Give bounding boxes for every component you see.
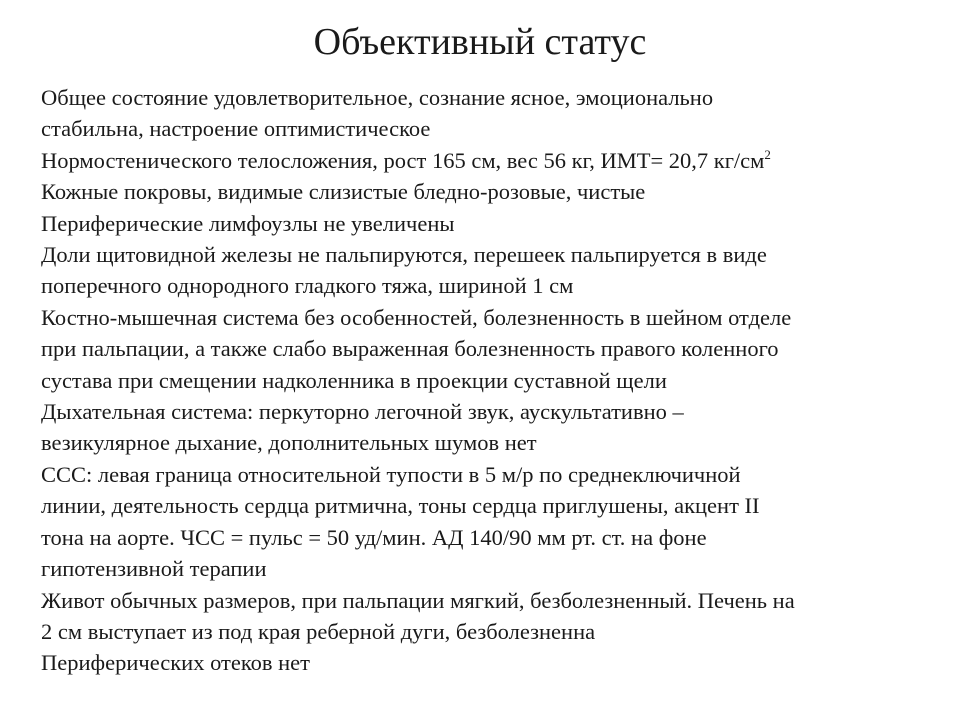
text-line: Периферических отеков нет (41, 650, 311, 676)
text-line: ССС: левая граница относительной тупости в 5 м/р по среднеключичной (41, 461, 741, 487)
text-line: поперечного однородного гладкого тяжа, шириной 1 см (41, 273, 574, 299)
bmi-text: Нормостенического телосложения, рост 165 см, вес 56 кг, ИМТ= 20,7 кг/см (41, 147, 765, 173)
slide-title: Объективный статус (313, 21, 647, 63)
text-line: при пальпации, а также слабо выраженная болезненность правого коленного (41, 336, 779, 362)
text-line: гипотензивной терапии (41, 556, 267, 582)
text-line: Доли щитовидной железы не пальпируются, перешеек пальпируется в виде (41, 242, 767, 268)
text-line: Кожные покровы, видимые слизистые бледно-розовые, чистые (41, 179, 646, 205)
text-line: стабильна, настроение оптимистическое (41, 116, 431, 142)
text-line: Дыхательная система: перкуторно легочной звук, аускультативно – (41, 399, 684, 425)
unit-superscript: 2 (764, 146, 771, 162)
text-line: тона на аорте. ЧСС = пульс = 50 уд/мин. АД 140/90 мм рт. ст. на фоне (41, 524, 707, 550)
text-line: Периферические лимфоузлы не увеличены (41, 210, 455, 236)
text-line: Общее состояние удовлетворительное, сознание ясное, эмоционально (41, 85, 714, 110)
text-line: 2 см выступает из под края реберной дуги, безболезненна (41, 618, 596, 644)
text-line: Костно-мышечная система без особенностей, болезненность в шейном отделе (41, 304, 792, 330)
text-line: Живот обычных размеров, при пальпации мягкий, безболезненный. Печень на (41, 587, 795, 613)
text-line: везикулярное дыхание, дополнительных шумов нет (41, 430, 537, 456)
text-line-bmi (41, 145, 946, 176)
slide-body (41, 82, 946, 679)
text-line: линии, деятельность сердца ритмична, тоны сердца приглушены, акцент II (41, 493, 760, 519)
text-line: сустава при смещении надколенника в проекции суставной щели (41, 367, 667, 393)
